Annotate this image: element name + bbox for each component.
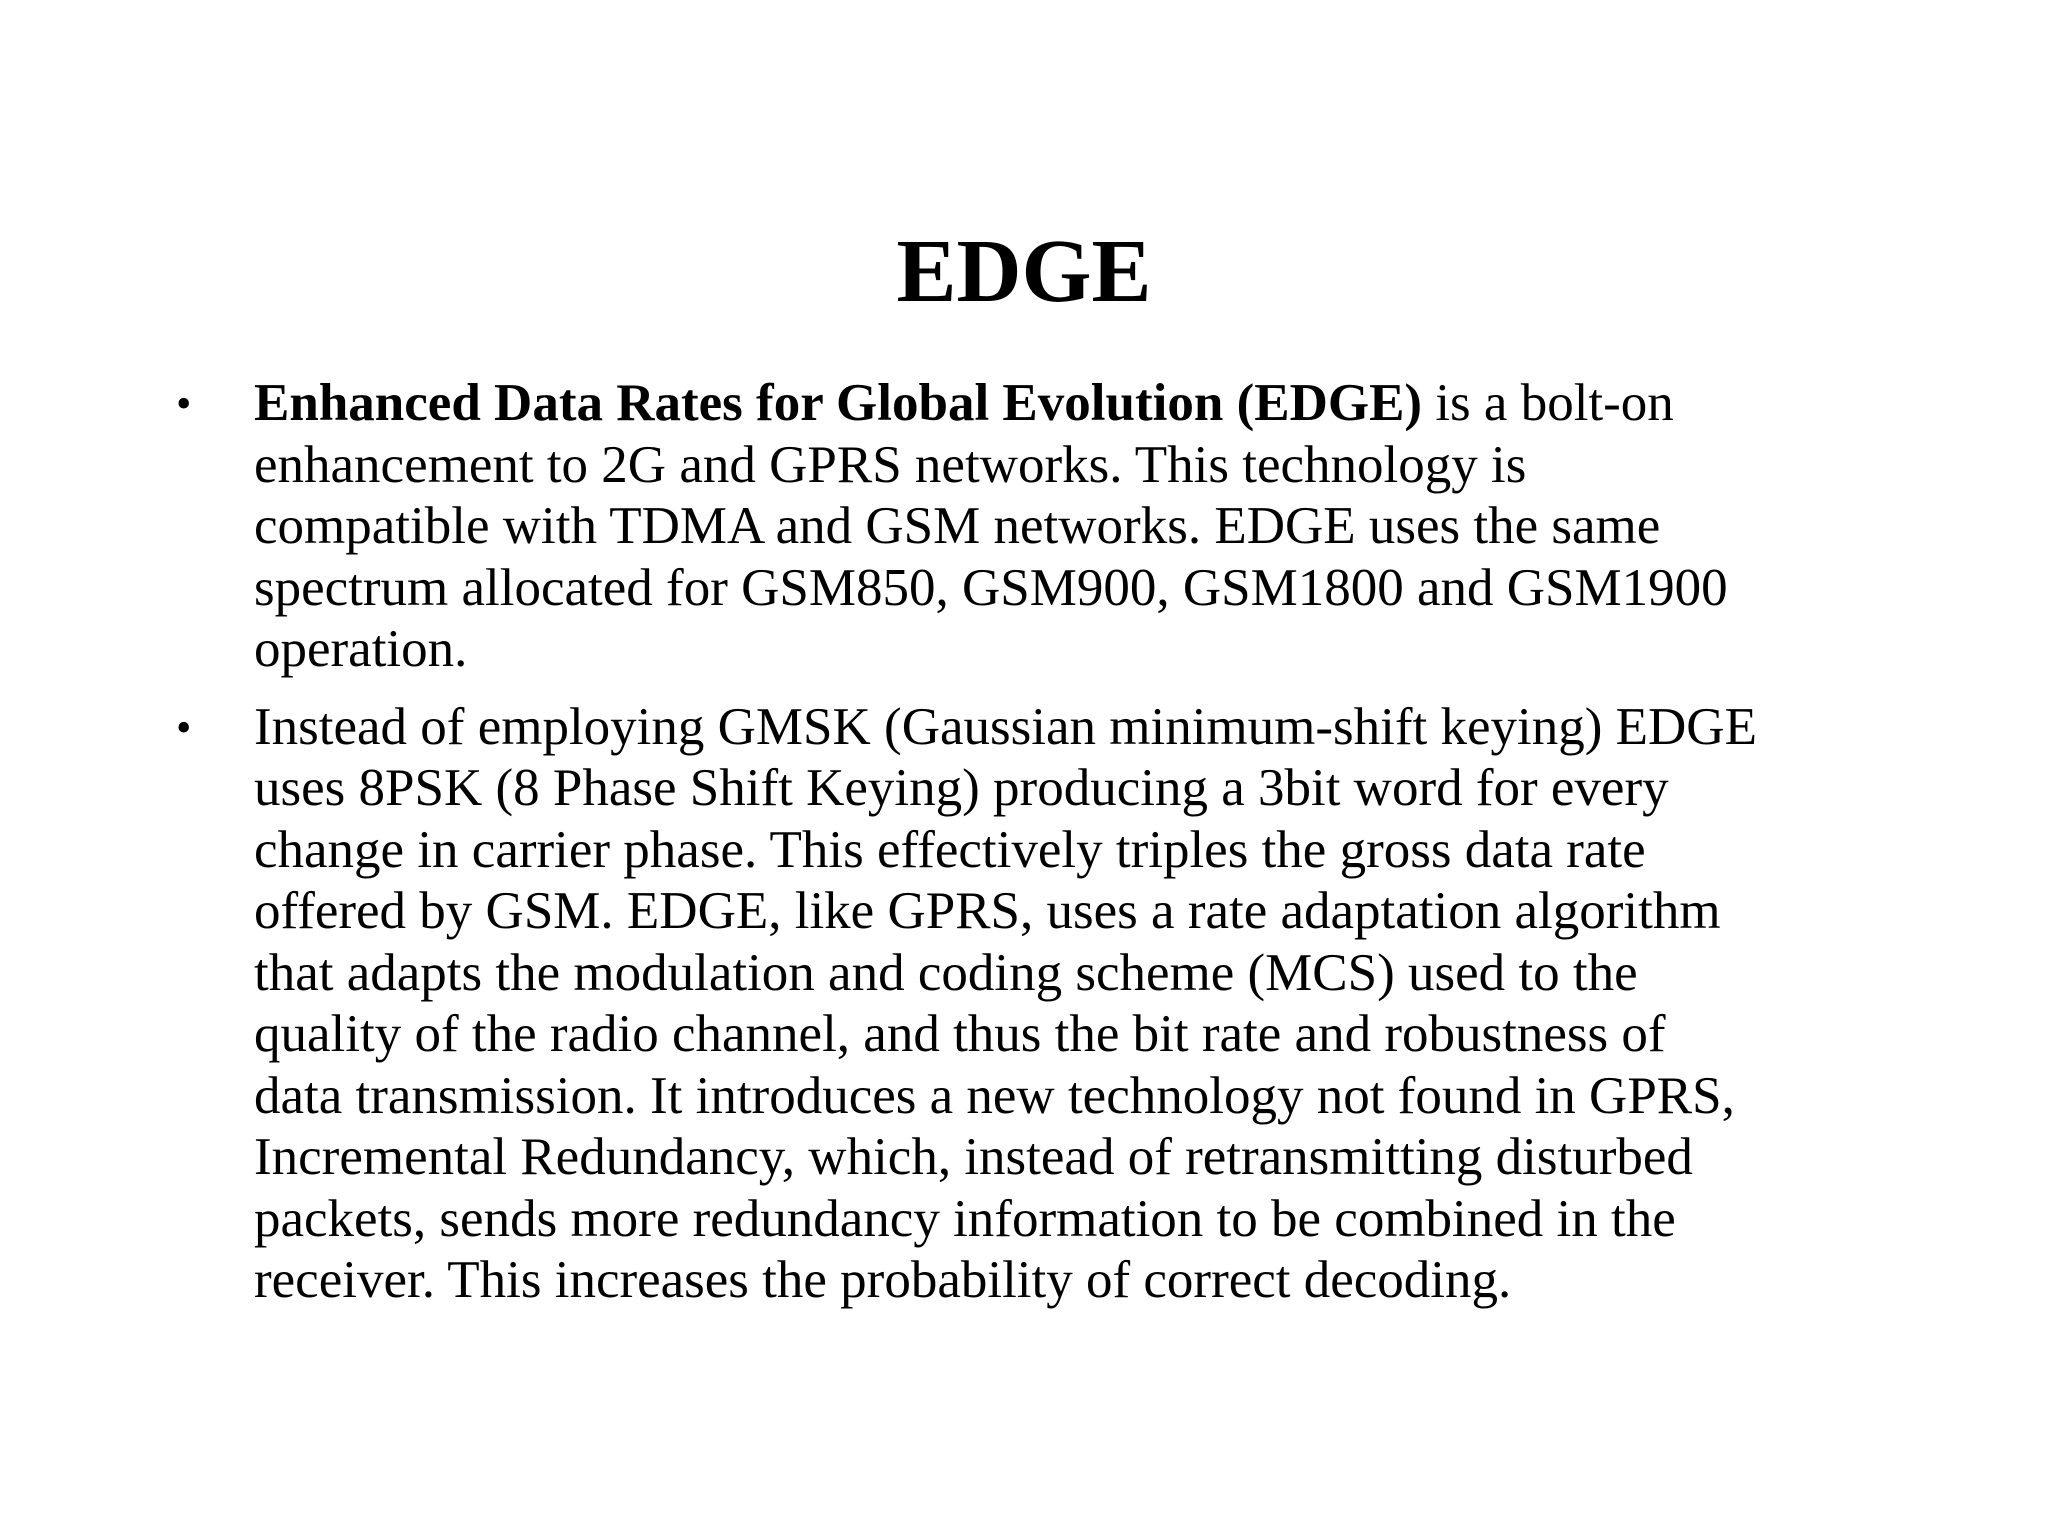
bullet-line: change in carrier phase. This effectively triples the gross data rate: [254, 820, 1646, 879]
bullet-line: receiver. This increases the probability of correct decoding.: [254, 1251, 1512, 1309]
bullet-item-edge-modulation: [170, 697, 1930, 1312]
bullet-line: packets, sends more redundancy information to be combined in the: [254, 1189, 1676, 1248]
bullet-text: is a bolt-on: [1422, 374, 1674, 432]
bullet-line: uses 8PSK (8 Phase Shift Keying) producing a 3bit word for every: [254, 759, 1669, 817]
bullet-line: offered by GSM. EDGE, like GPRS, uses a rate adaptation algorithm: [254, 882, 1721, 940]
bullet-line: compatible with TDMA and GSM networks. EDGE uses the same: [254, 497, 1661, 555]
bullet-line: [254, 373, 1930, 435]
bullet-line: operation.: [254, 620, 468, 678]
bullet-line: spectrum allocated for GSM850, GSM900, GSM1800 and GSM1900: [254, 558, 1728, 617]
bullet-marker: •: [176, 702, 192, 752]
bullet-line: Incremental Redundancy, which, instead of retransmitting disturbed: [254, 1128, 1693, 1186]
slide-title: EDGE: [896, 222, 1152, 321]
bullet-item-edge-definition: [170, 373, 1930, 681]
bullet-line: quality of the radio channel, and thus the bit rate and robustness of: [254, 1005, 1666, 1063]
bullet-list: [170, 373, 1930, 1328]
bullet-line: data transmission. It introduces a new technology not found in GPRS,: [254, 1066, 1735, 1125]
bullet-marker: •: [176, 379, 192, 428]
bullet-line: enhancement to 2G and GPRS networks. This technology is: [254, 435, 1527, 494]
bullet-line: that adapts the modulation and coding scheme (MCS) used to the: [254, 943, 1638, 1002]
bullet-lead-term: Enhanced Data Rates for Global Evolution (EDGE): [254, 374, 1423, 432]
bullet-line: Instead of employing GMSK (Gaussian minimum-shift keying) EDGE: [254, 697, 1757, 756]
